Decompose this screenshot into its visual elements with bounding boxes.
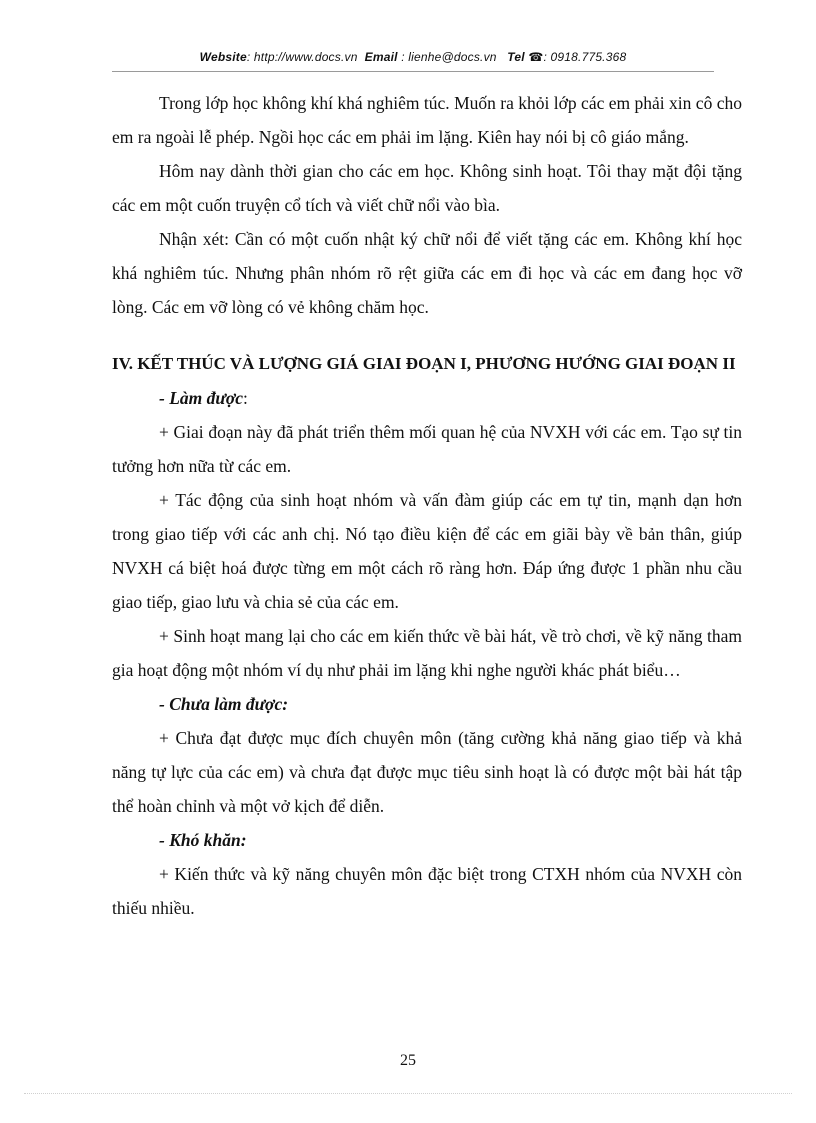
section-heading: IV. KẾT THÚC VÀ LƯỢNG GIÁ GIAI ĐOẠN I, PHƯƠNG HƯỚNG GIAI ĐOẠN II — [112, 354, 736, 373]
paragraph: Nhận xét: Cần có một cuốn nhật ký chữ nổi để viết tặng các em. Không khí học khá nghiêm túc. Nhưng phân nhóm rõ rệt giữa các em đi học và các em đang học vỡ lòng. Các em vỡ lòng có vẻ không chăm học. — [112, 229, 742, 317]
list-item: + Tác động của sinh hoạt nhóm và vấn đàm giúp các em tự tin, mạnh dạn hơn trong giao tiếp với các anh chị. Nó tạo điều kiện để các em giãi bày về bản thân, giúp NVXH cá biệt hoá được từng em một cách rõ ràng hơn. Đáp ứng được 1 phần nhu cầu giao tiếp, giao lưu và chia sẻ của các em. — [112, 490, 742, 612]
subsection-kho-khan — [112, 823, 742, 857]
list-item: + Kiến thức và kỹ năng chuyên môn đặc biệt trong CTXH nhóm của NVXH còn thiếu nhiều. — [112, 864, 742, 918]
subsection-label-suffix: : — [243, 388, 248, 408]
page-header — [112, 50, 714, 64]
page-body — [112, 86, 742, 925]
list-item: + Giai đoạn này đã phát triển thêm mối quan hệ của NVXH với các em. Tạo sự tin tưởng hơn nữa từ các em. — [112, 422, 742, 476]
page-number: 25 — [400, 1052, 416, 1069]
paragraph: Hôm nay dành thời gian cho các em học. Không sinh hoạt. Tôi thay mặt đội tặng các em một cuốn truyện cổ tích và viết chữ nổi vào bìa. — [112, 161, 742, 215]
list-item: + Chưa đạt được mục đích chuyên môn (tăng cường khả năng giao tiếp và khả năng tự lực của các em) và chưa đạt được mục tiêu sinh hoạt là có được một bài hát tập thể hoàn chỉnh và một vở kịch để diễn. — [112, 728, 742, 816]
email-label: Email — [364, 50, 398, 64]
phone-icon: ☎ — [528, 50, 544, 64]
subsection-label: - Chưa làm được: — [159, 694, 289, 714]
website-value: : http://www.docs.vn — [246, 50, 358, 64]
subsection-label: - Làm được — [159, 388, 244, 408]
paragraph: Trong lớp học không khí khá nghiêm túc. Muốn ra khỏi lớp các em phải xin cô cho em ra ngoài lễ phép. Ngồi học các em phải im lặng. Kiên hay nói bị cô giáo mắng. — [112, 93, 742, 147]
subsection-lam-duoc — [112, 381, 742, 415]
footer-divider — [24, 1093, 792, 1094]
subsection-chua-lam-duoc — [112, 687, 742, 721]
tel-value: : 0918.775.368 — [543, 50, 627, 64]
subsection-label: - Khó khăn: — [159, 830, 247, 850]
header-divider — [112, 71, 714, 72]
tel-label: Tel — [507, 50, 525, 64]
website-label: Website — [199, 50, 247, 64]
list-item: + Sinh hoạt mang lại cho các em kiến thức về bài hát, về trò chơi, về kỹ năng tham gia hoạt động một nhóm ví dụ như phải im lặng khi nghe người khác phát biểu… — [112, 626, 742, 680]
email-value: : lienhe@docs.vn — [401, 50, 497, 64]
